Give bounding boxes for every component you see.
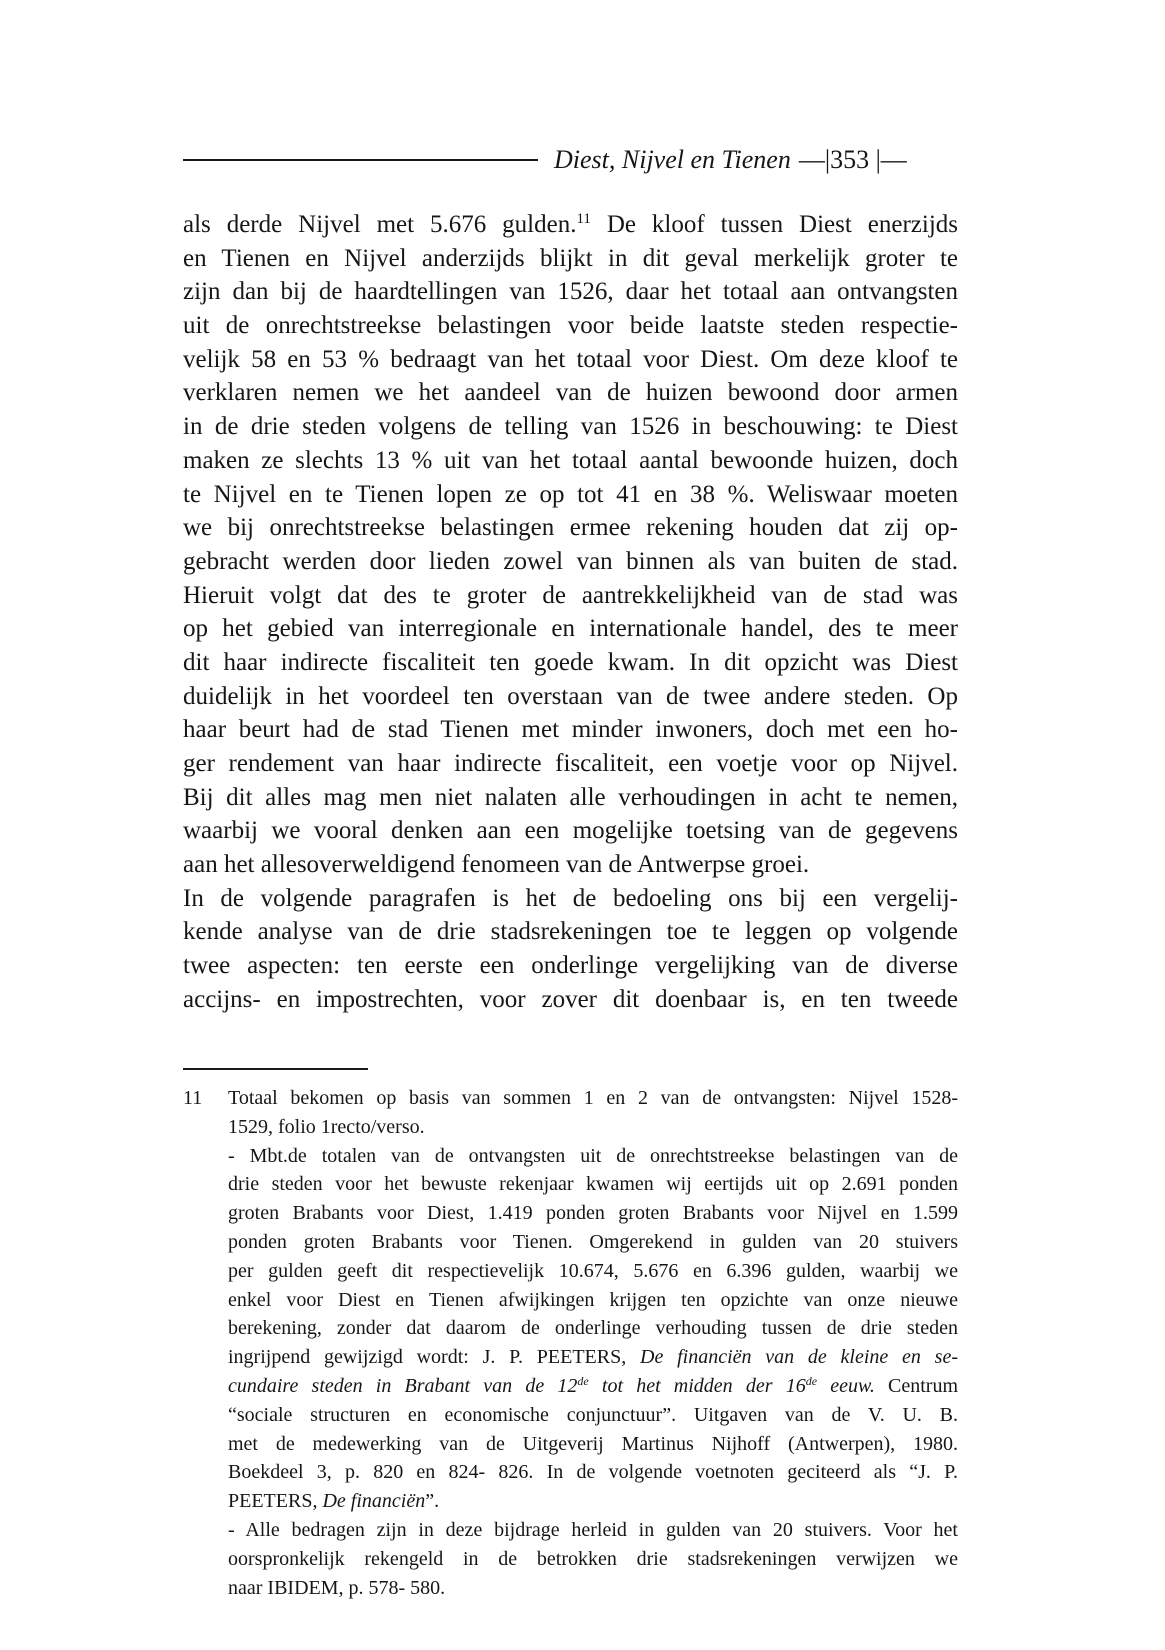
body-line: waarbij we vooral denken aan een mogelijke toetsing van de gegevens (183, 817, 958, 845)
footnote-line: - Alle bedragen zijn in deze bijdrage herleid in gulden van 20 stuivers. Voor het (228, 1518, 958, 1541)
body-line: verklaren nemen we het aandeel van de huizen bewoond door armen (183, 379, 958, 407)
footnote-line: ponden groten Brabants voor Tienen. Omgerekend in gulden van 20 stuivers (228, 1230, 958, 1253)
body-line: Bij dit alles mag men niet nalaten alle verhoudingen in acht te nemen, (183, 783, 958, 811)
body-line: zijn dan bij de haardtellingen van 1526, daar het totaal aan ontvangsten (183, 278, 958, 306)
footnote-line: berekening, zonder dat daarom de onderlinge verhouding tussen de drie steden (228, 1317, 958, 1340)
footnote-body (228, 1084, 958, 1602)
body-text (183, 208, 958, 1017)
body-line: we bij onrechtstreekse belastingen ermee rekening houden dat zij op- (183, 514, 958, 542)
footnote-line: 1529, folio 1recto/verso. (228, 1115, 425, 1138)
footnote-line: enkel voor Diest en Tienen afwijkingen krijgen ten opzichte van onze nieuwe (228, 1288, 958, 1311)
running-head (183, 140, 958, 180)
footnote-line: oorspronkelijk rekengeld in de betrokken drie stadsrekeningen verwijzen we (228, 1547, 958, 1570)
body-line: in de drie steden volgens de telling van 1526 in beschouwing: te Diest (183, 413, 958, 441)
body-line: gebracht werden door lieden zowel van binnen als van buiten de stad. (183, 547, 958, 575)
body-line: kende analyse van de drie stadsrekeningen toe te leggen op volgende (183, 918, 958, 946)
body-line: haar beurt had de stad Tienen met minder inwoners, doch met een ho- (183, 716, 958, 744)
footnote-number: 11 (183, 1087, 203, 1109)
header-rule (183, 159, 538, 161)
body-line: duidelijk in het voordeel ten overstaan van de twee andere steden. Op (183, 682, 958, 710)
footnote-line: per gulden geeft dit respectievelijk 10.674, 5.676 en 6.396 gulden, waarbij we (228, 1259, 958, 1282)
body-line: uit de onrechtstreekse belastingen voor beide laatste steden respectie- (183, 312, 958, 340)
running-title: Diest, Nijvel en Tienen (554, 145, 791, 174)
body-line: op het gebied van interregionale en internationale handel, des te meer (183, 615, 958, 643)
body-line: dit haar indirecte fiscaliteit ten goede kwam. In dit opzicht was Diest (183, 648, 958, 676)
footnote-line: - Mbt.de totalen van de ontvangsten uit de onrechtstreekse belastingen van de (228, 1144, 958, 1167)
body-line: als derde Nijvel met 5.676 gulden.$^{11}$ De kloof tussen Diest enerzijds (183, 211, 958, 238)
body-line: velijk 58 en 53 % bedraagt van het totaal voor Diest. Om deze kloof te (183, 345, 958, 373)
body-line: twee aspecten: ten eerste een onderlinge vergelijking van de diverse (183, 952, 958, 980)
footnote-reference[interactable]: 11 (576, 211, 591, 227)
body-line: maken ze slechts 13 % uit van het totaal aantal bewoonde huizen, doch (183, 446, 958, 474)
body-line: In de volgende paragrafen is het de bedoeling ons bij een vergelij- (183, 884, 958, 912)
body-line: aan het allesoverweldigend fenomeen van de Antwerpse groei. (183, 851, 810, 879)
header-separator: —| (798, 145, 831, 174)
footnote-line: ingrijpend gewijzigd wordt: J. P. PEETERS, De financiën van de kleine en se- (228, 1346, 958, 1369)
footnote (183, 1084, 958, 1602)
footnote-line: cundaire steden in Brabant van de 12de tot het midden der 16de eeuw. Centrum (228, 1373, 958, 1397)
footnote-line: “sociale structuren en economische conjunctuur”. Uitgaven van de V. U. B. (228, 1403, 958, 1426)
footnote-line: met de medewerking van de Uitgeverij Martinus Nijhoff (Antwerpen), 1980. (228, 1432, 958, 1455)
book-title: De financiën van de kleine en se- (640, 1346, 958, 1369)
footnote-rule (183, 1068, 368, 1070)
footnote-line: Totaal bekomen op basis van sommen 1 en 2 van de ontvangsten: Nijvel 1528- (228, 1087, 958, 1109)
footnote-line: drie steden voor het bewuste rekenjaar kwamen wij eertijds uit op 2.691 ponden (228, 1173, 958, 1196)
body-line: ger rendement van haar indirecte fiscaliteit, een voetje voor op Nijvel. (183, 750, 958, 777)
footnote-line: groten Brabants voor Diest, 1.419 ponden groten Brabants voor Nijvel en 1.599 (228, 1202, 958, 1225)
body-line: Hieruit volgt dat des te groter de aantrekkelijkheid van de stad was (183, 581, 958, 609)
footnote-line: Boekdeel 3, p. 820 en 824- 826. In de volgende voetnoten geciteerd als “J. P. (228, 1461, 958, 1484)
body-line: accijns- en impostrechten, voor zover dit doenbaar is, en ten tweede (183, 985, 958, 1013)
body-line: en Tienen en Nijvel anderzijds blijkt in dit geval merkelijk groter te (183, 244, 958, 272)
page-number: 353 |— (830, 145, 907, 174)
footnote-line: naar IBIDEM, p. 578- 580. (228, 1576, 446, 1599)
footnote-line: PEETERS, De financiën”. (228, 1490, 440, 1513)
body-line: te Nijvel en te Tienen lopen ze op tot 41 en 38 %. Weliswaar moeten (183, 480, 958, 508)
